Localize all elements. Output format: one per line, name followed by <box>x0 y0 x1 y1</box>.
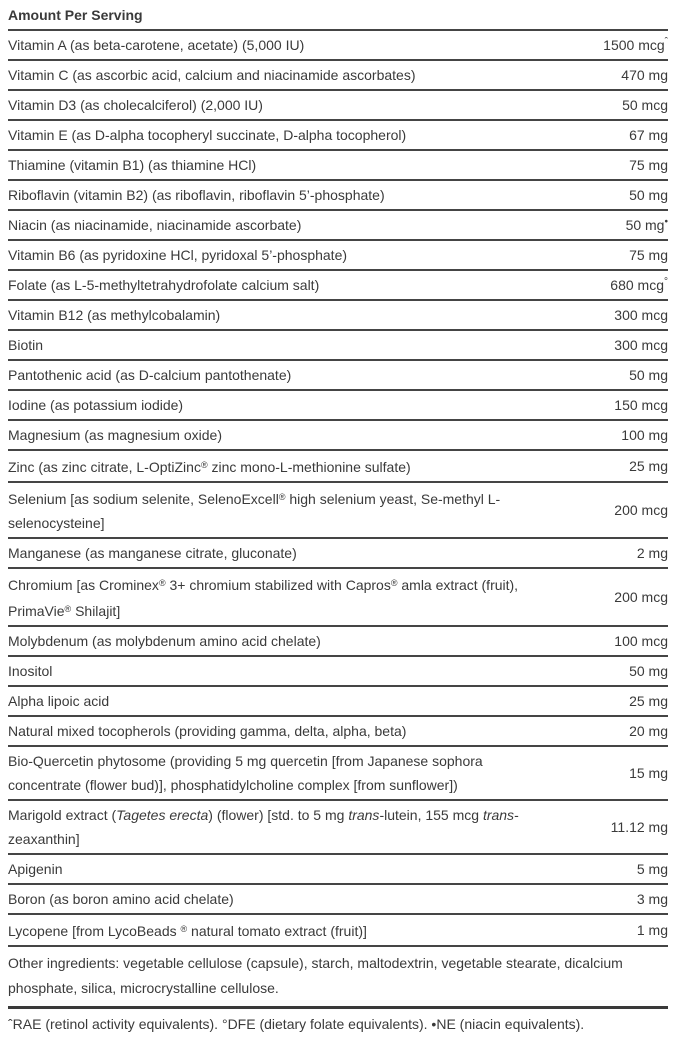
ingredient-name: Pantothenic acid (as D-calcium pantothenate) <box>8 367 292 383</box>
ingredient-amount: 680 mcg° <box>610 276 668 293</box>
ingredient-amount: 50 mg <box>629 663 668 679</box>
ingredient-amount: 50 mcg <box>622 97 668 113</box>
table-row <box>8 855 668 885</box>
ingredient-name: Chromium [as Crominex® 3+ chromium stabilized with Capros® amla extract (fruit), PrimaVie® Shilajit] <box>8 577 519 619</box>
ingredient-amount: 25 mg <box>629 693 668 709</box>
ingredient-amount: 11.12 mg <box>610 819 668 835</box>
table-row <box>8 391 668 421</box>
table-row <box>8 361 668 391</box>
ingredient-amount: 1 mg <box>636 922 668 938</box>
table-row <box>8 657 668 687</box>
table-row <box>8 271 668 301</box>
ingredient-name: Marigold extract (Tagetes erecta) (flower) [std. to 5 mg trans-lutein, 155 mcg trans-zeaxanthin] <box>8 807 519 847</box>
table-row <box>8 151 668 181</box>
ingredient-amount: 15 mg <box>629 765 668 781</box>
table-row <box>8 717 668 747</box>
table-row <box>8 91 668 121</box>
ingredient-name: Folate (as L-5-methyltetrahydrofolate calcium salt) <box>8 277 320 293</box>
ingredient-amount: 5 mg <box>636 861 668 877</box>
ingredient-amount: 100 mg <box>621 427 668 443</box>
ingredient-amount: 300 mcg <box>614 337 668 353</box>
ingredient-amount: 25 mg <box>629 458 668 474</box>
ingredient-name: Vitamin B12 (as methylcobalamin) <box>8 307 221 323</box>
ingredient-amount: 200 mcg <box>614 502 668 518</box>
table-row <box>8 569 668 627</box>
ingredient-name: Inositol <box>8 663 53 679</box>
registered-trademark-symbol: ® <box>64 604 72 614</box>
table-row <box>8 627 668 657</box>
registered-trademark-symbol: ® <box>158 578 166 588</box>
table-row <box>8 687 668 717</box>
footnote-mark: • <box>664 216 668 228</box>
ingredient-name: Lycopene [from LycoBeads ® natural tomato extract (fruit)] <box>8 923 367 939</box>
registered-trademark-symbol: ® <box>278 492 286 502</box>
table-row <box>8 421 668 451</box>
ingredient-name: Thiamine (vitamin B1) (as thiamine HCl) <box>8 157 257 173</box>
ingredient-amount: 1500 mcg$^ˆ$ <box>603 36 668 53</box>
ingredient-name: Vitamin C (as ascorbic acid, calcium and niacinamide ascorbates) <box>8 67 416 83</box>
ingredient-name: Vitamin D3 (as cholecalciferol) (2,000 IU) <box>8 97 263 113</box>
ingredient-name: Vitamin E (as D-alpha tocopheryl succinate, D-alpha tocopherol) <box>8 127 407 143</box>
ingredient-name: Riboflavin (vitamin B2) (as riboflavin, riboflavin 5’-phosphate) <box>8 187 385 203</box>
table-row <box>8 747 668 801</box>
ingredient-name: Magnesium (as magnesium oxide) <box>8 427 222 443</box>
ingredient-name: Niacin (as niacinamide, niacinamide ascorbate) <box>8 217 302 233</box>
table-row <box>8 61 668 91</box>
ingredient-amount: 20 mg <box>629 723 668 739</box>
ingredient-amount: 50 mg <box>629 187 668 203</box>
table-row <box>8 241 668 271</box>
table-row <box>8 31 668 61</box>
ingredient-name: Natural mixed tocopherols (providing gamma, delta, alpha, beta) <box>8 723 407 739</box>
ingredient-amount: 200 mcg <box>614 589 668 605</box>
footnotes-text: ˆRAE (retinol activity equivalents). °DFE (dietary folate equivalents). •NE (niacin equivalents). <box>8 1016 585 1032</box>
registered-trademark-symbol: ® <box>390 578 398 588</box>
ingredient-amount: 150 mcg <box>614 397 668 413</box>
ingredient-amount: 75 mg <box>629 247 668 263</box>
amount-per-serving-header: Amount Per Serving <box>8 0 668 31</box>
ingredient-amount: 470 mg <box>621 67 668 83</box>
table-row <box>8 915 668 947</box>
ingredient-amount: 67 mg <box>629 127 668 143</box>
ingredient-name: Apigenin <box>8 861 63 877</box>
ingredient-amount: 2 mg <box>636 545 668 561</box>
ingredient-name: Boron (as boron amino acid chelate) <box>8 891 234 907</box>
ingredient-amount: 75 mg <box>629 157 668 173</box>
ingredient-name: Vitamin A (as beta-carotene, acetate) (5,000 IU) <box>8 37 305 53</box>
ingredient-name: Selenium [as sodium selenite, SelenoExcell® high selenium yeast, Se-methyl L-selenocysteine] <box>8 491 501 531</box>
ingredient-amount: 3 mg <box>636 891 668 907</box>
table-row <box>8 801 668 855</box>
table-row <box>8 181 668 211</box>
table-row <box>8 301 668 331</box>
ingredient-amount: 300 mcg <box>614 307 668 323</box>
table-row <box>8 539 668 569</box>
ingredient-name: Vitamin B6 (as pyridoxine HCl, pyridoxal 5’-phosphate) <box>8 247 348 263</box>
ingredient-name: Zinc (as zinc citrate, L-OptiZinc® zinc mono-L-methionine sulfate) <box>8 459 411 475</box>
ingredient-name: Manganese (as manganese citrate, gluconate) <box>8 545 297 561</box>
ingredient-amount: 50 mg• <box>625 216 668 233</box>
registered-trademark-symbol: ® <box>200 460 208 470</box>
footnote-mark: ˆ <box>664 36 668 48</box>
table-row <box>8 483 668 539</box>
table-row <box>8 451 668 483</box>
table-row <box>8 121 668 151</box>
ingredient-amount: 50 mg <box>629 367 668 383</box>
ingredient-name: Bio-Quercetin phytosome (providing 5 mg quercetin [from Japanese sophora concentrate (flower bud)], phosphatidylcholine complex [from sunflower]) <box>8 753 483 793</box>
ingredient-name: Iodine (as potassium iodide) <box>8 397 184 413</box>
registered-trademark-symbol: ® <box>180 924 188 934</box>
ingredient-name: Biotin <box>8 337 44 353</box>
ingredient-name: Molybdenum (as molybdenum amino acid chelate) <box>8 633 321 649</box>
ingredient-name: Alpha lipoic acid <box>8 693 110 709</box>
other-ingredients-text: Other ingredients: vegetable cellulose (capsule), starch, maltodextrin, vegetable stearate, dicalcium phosphate, silica, microcrystalline cellulose. <box>8 947 668 1009</box>
table-row <box>8 331 668 361</box>
ingredient-amount: 100 mcg <box>614 633 668 649</box>
footnote-mark: ° <box>664 276 668 288</box>
table-row <box>8 211 668 241</box>
table-row <box>8 885 668 915</box>
supplement-table-body <box>8 31 668 947</box>
